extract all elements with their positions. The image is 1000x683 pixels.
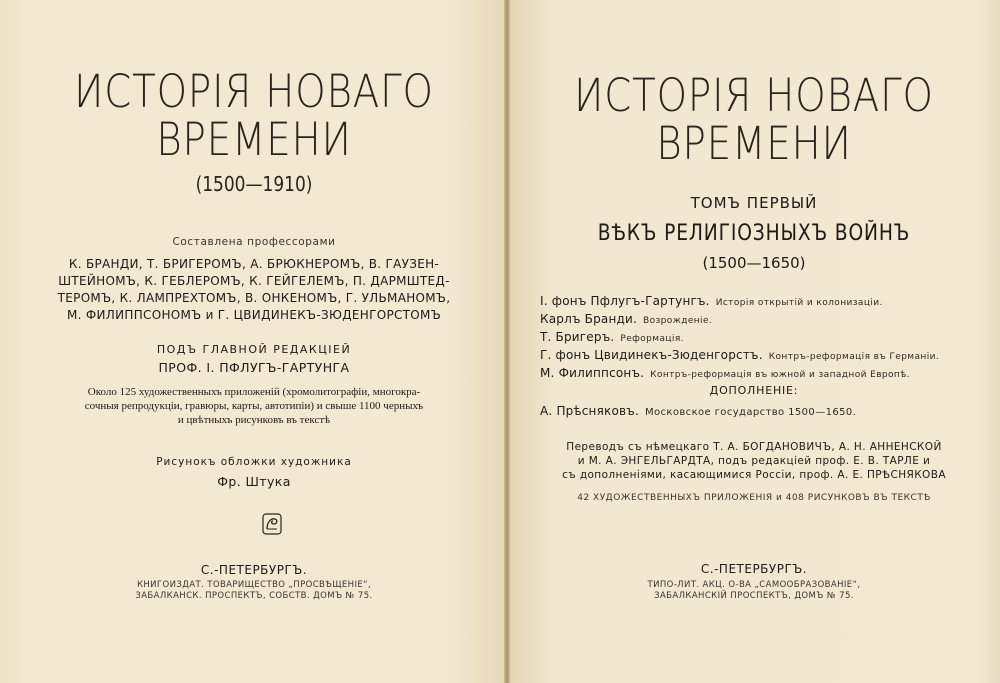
publisher-line: КНИГОИЗДАТ. ТОВАРИЩЕСТВО „ПРОСВѢЩЕНІЕ“, bbox=[136, 580, 372, 590]
publisher-line: ЗАБАЛКАНСК. ПРОСПЕКТЪ, СОБСТВ. ДОМЪ № 75. bbox=[135, 591, 373, 601]
editor-label: ПОДЪ ГЛАВНОЙ РЕДАКЦІЕЙ bbox=[156, 343, 352, 356]
book-gutter bbox=[504, 0, 510, 683]
supplement-item bbox=[540, 402, 939, 420]
illustrations-line: Около 125 художественныхъ приложеній (хромолитографіи, многокра- bbox=[87, 386, 421, 398]
supplement-label: ДОПОЛНЕНІЕ: bbox=[709, 384, 799, 397]
contents-item bbox=[540, 346, 939, 364]
left-title-line2: ВРЕМЕНИ bbox=[156, 113, 352, 166]
contents-author: Карлъ Бранди. bbox=[540, 312, 638, 326]
left-title-line1: ИСТОРІЯ НОВАГО bbox=[74, 65, 434, 118]
cover-label: Рисунокъ обложки художника bbox=[156, 456, 352, 468]
left-publisher bbox=[0, 580, 508, 602]
volume-subtitle: ВѢКЪ РЕЛИГІОЗНЫХЪ ВОЙНЪ bbox=[597, 221, 911, 246]
right-title bbox=[508, 69, 1000, 170]
cover-artist-name: Фр. Штука bbox=[217, 474, 291, 489]
contents-item bbox=[540, 310, 939, 328]
authors-line: М. ФИЛИППСОНОМЪ и Г. ЦВИДИНЕКЪ-ЗЮДЕНГОРСТОМЪ bbox=[67, 308, 441, 322]
contents-topic: Контръ-реформація въ Германіи. bbox=[768, 352, 940, 362]
contents-author: Т. Бригеръ. bbox=[540, 330, 615, 344]
publisher-line: ЗАБАЛКАНСКІЙ ПРОСПЕКТЪ, ДОМЪ № 75. bbox=[654, 591, 854, 601]
cover-artist bbox=[0, 452, 508, 492]
contents-topic: Реформація. bbox=[620, 334, 684, 344]
contents-author: Г. фонъ Цвидинекъ-Зюденгорстъ. bbox=[540, 348, 763, 362]
volume-label: ТОМЪ ПЕРВЫЙ bbox=[690, 194, 818, 212]
illustrations-line: и цвѣтныхъ рисунковъ въ текстѣ bbox=[177, 414, 331, 426]
translation-line: и М. А. ЭНГЕЛЬГАРДТА, подъ редакціей проф. Е. В. ТАРЛЕ и bbox=[577, 455, 931, 467]
left-years: (1500—1910) bbox=[195, 172, 313, 196]
translation-note bbox=[508, 440, 1000, 482]
right-city: С.-ПЕТЕРБУРГЪ. bbox=[700, 562, 808, 576]
authors-line: ТЕРОМЪ, К. ЛАМПРЕХТОМЪ, В. ОНКЕНОМЪ, Г. УЛЬМАНОМЪ, bbox=[57, 291, 451, 305]
contents-list bbox=[540, 292, 939, 420]
contents-topic: Исторія открытій и колонизаціи. bbox=[715, 298, 883, 308]
right-illustrations: 42 ХУДОЖЕСТВЕННЫХЪ ПРИЛОЖЕНІЯ и 408 РИСУНКОВЪ ВЪ ТЕКСТѢ bbox=[577, 493, 931, 503]
right-title-line2: ВРЕМЕНИ bbox=[656, 117, 852, 170]
publisher-line: ТИПО-ЛИТ. АКЦ. О-ВА „САМООБРАЗОВАНІЕ“, bbox=[647, 580, 861, 590]
right-publisher bbox=[508, 580, 1000, 602]
contents-topic: Возрожденіе. bbox=[643, 316, 713, 326]
authors-line: ШТЕЙНОМЪ, К. ГЕБЛЕРОМЪ, К. ГЕЙГЕЛЕМЪ, П. ДАРМШТЕД- bbox=[58, 274, 450, 288]
authors-line: К. БРАНДИ, Т. БРИГЕРОМЪ, А. БРЮКНЕРОМЪ, В. ГАУЗЕН- bbox=[68, 257, 440, 271]
illustrations-note bbox=[0, 385, 508, 427]
contents-topic: Контръ-реформація въ южной и западной Европѣ. bbox=[650, 370, 910, 380]
supplement-topic: Московское государство 1500—1650. bbox=[644, 407, 857, 418]
illustrations-line: сочныя репродукціи, гравюры, карты, автотипіи) и свыше 1100 черныхъ bbox=[84, 400, 424, 412]
editor-block bbox=[0, 341, 508, 377]
supplement-author: А. Прѣсняковъ. bbox=[540, 404, 639, 418]
contents-item bbox=[540, 328, 939, 346]
right-title-line1: ИСТОРІЯ НОВАГО bbox=[574, 69, 934, 122]
left-title bbox=[0, 65, 508, 166]
right-years: (1500—1650) bbox=[702, 254, 806, 272]
compiled-by: Составлена профессорами bbox=[172, 236, 336, 248]
contents-item bbox=[540, 364, 939, 382]
left-city: С.-ПЕТЕРБУРГЪ. bbox=[200, 563, 308, 577]
contents-author: М. Филиппсонъ. bbox=[540, 366, 645, 380]
authors-list bbox=[0, 256, 508, 324]
translation-line: Переводъ съ нѣмецкаго Т. А. БОГДАНОВИЧЪ, А. Н. АННЕНСКОЙ bbox=[566, 441, 942, 453]
contents-author: І. фонъ Пфлугъ-Гартунгъ. bbox=[540, 294, 710, 308]
publisher-ornament-icon bbox=[262, 513, 282, 535]
editor-name: ПРОФ. І. ПФЛУГЪ-ГАРТУНГА bbox=[158, 360, 350, 375]
translation-line: съ дополненіями, касающимися Россіи, проф. А. Е. ПРѢСНЯКОВА bbox=[562, 469, 946, 481]
contents-item bbox=[540, 292, 939, 310]
